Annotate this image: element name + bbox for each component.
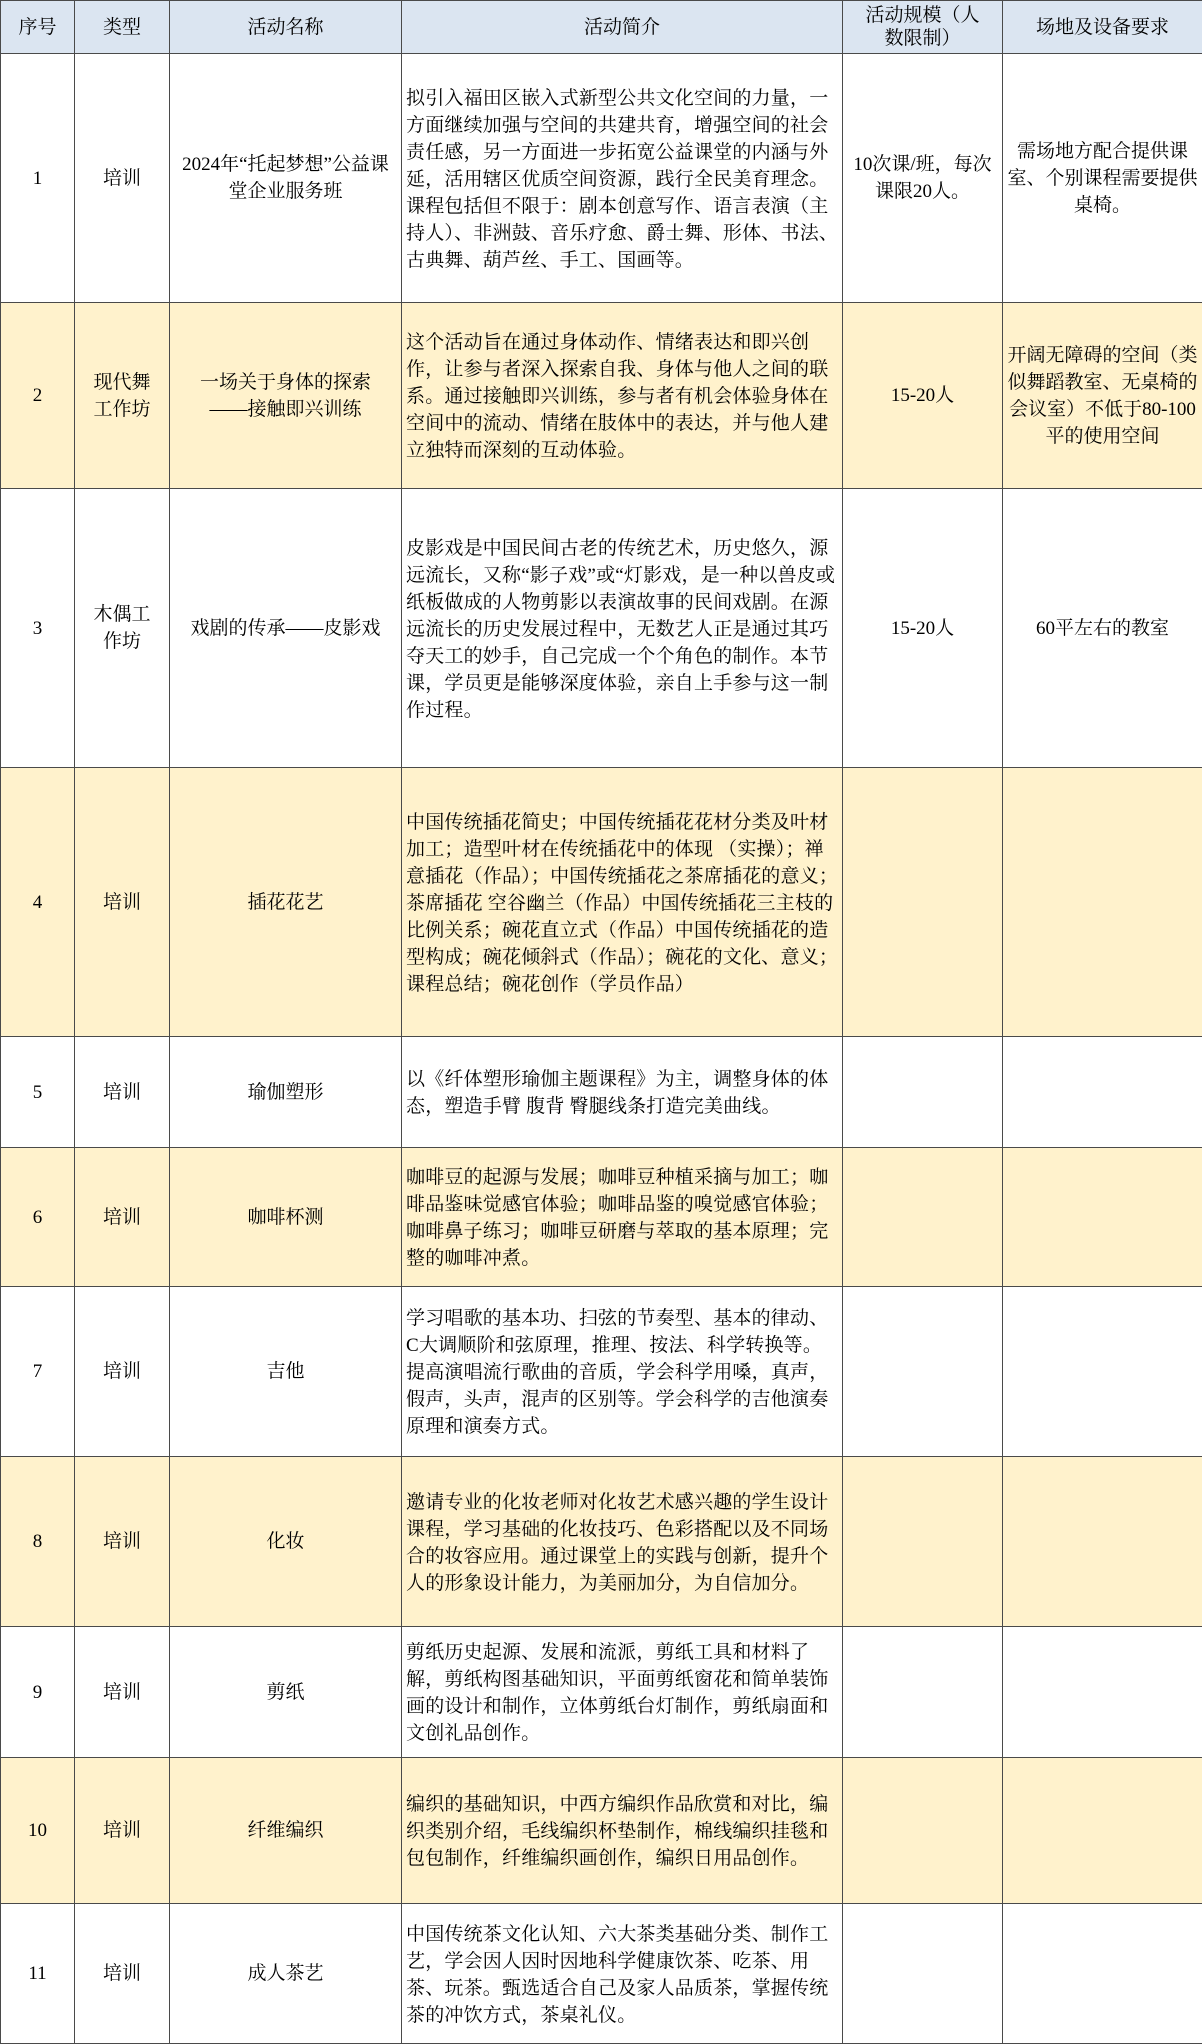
header-type: 类型: [75, 1, 170, 54]
cell-type: 培训: [75, 768, 170, 1037]
cell-type: 培训: [75, 1758, 170, 1904]
cell-venue: [1003, 1758, 1202, 1904]
cell-name: 咖啡杯测: [170, 1148, 402, 1287]
cell-no: 1: [1, 54, 75, 303]
cell-scale: [843, 768, 1003, 1037]
cell-type: 培训: [75, 1457, 170, 1627]
cell-desc: 学习唱歌的基本功、扫弦的节奏型、基本的律动、C大调顺阶和弦原理，推理、按法、科学转换等。提高演唱流行歌曲的音质，学会科学用嗓，真声，假声，头声，混声的区别等。学会科学的吉他演奏原理和演奏方式。: [402, 1287, 843, 1457]
cell-no: 10: [1, 1758, 75, 1904]
cell-no: 2: [1, 303, 75, 489]
table-row: [1, 54, 1202, 303]
cell-scale: [843, 1037, 1003, 1148]
header-desc: 活动简介: [402, 1, 843, 54]
cell-no: 7: [1, 1287, 75, 1457]
cell-no: 8: [1, 1457, 75, 1627]
cell-name: 插花花艺: [170, 768, 402, 1037]
cell-name: 吉他: [170, 1287, 402, 1457]
cell-no: 11: [1, 1904, 75, 2044]
table-row: [1, 1037, 1202, 1148]
cell-desc: 拟引入福田区嵌入式新型公共文化空间的力量，一方面继续加强与空间的共建共育，增强空间的社会责任感，另一方面进一步拓宽公益课堂的内涵与外延，活用辖区优质空间资源，践行全民美育理念。课程包括但不限于：剧本创意写作、语言表演（主持人）、非洲鼓、音乐疗愈、爵士舞、形体、书法、古典舞、葫芦丝、手工、国画等。: [402, 54, 843, 303]
cell-venue: [1003, 1148, 1202, 1287]
cell-type: 培训: [75, 1627, 170, 1758]
cell-desc: 中国传统茶文化认知、六大茶类基础分类、制作工艺，学会因人因时因地科学健康饮茶、吃茶、用茶、玩茶。甄选适合自己及家人品质茶，掌握传统茶的冲饮方式，茶桌礼仪。: [402, 1904, 843, 2044]
table-row: [1, 1148, 1202, 1287]
cell-no: 5: [1, 1037, 75, 1148]
cell-venue: [1003, 1287, 1202, 1457]
header-row: [1, 1, 1202, 54]
cell-venue: [1003, 1627, 1202, 1758]
cell-venue: 需场地方配合提供课室、个别课程需要提供桌椅。: [1003, 54, 1202, 303]
cell-name: 成人茶艺: [170, 1904, 402, 2044]
cell-name: 纤维编织: [170, 1758, 402, 1904]
cell-name: 剪纸: [170, 1627, 402, 1758]
cell-desc: 邀请专业的化妆老师对化妆艺术感兴趣的学生设计课程，学习基础的化妆技巧、色彩搭配以及不同场合的妆容应用。通过课堂上的实践与创新，提升个人的形象设计能力，为美丽加分，为自信加分。: [402, 1457, 843, 1627]
cell-type: 培训: [75, 1148, 170, 1287]
cell-desc: 咖啡豆的起源与发展；咖啡豆种植采摘与加工；咖啡品鉴味觉感官体验；咖啡品鉴的嗅觉感官体验；咖啡鼻子练习；咖啡豆研磨与萃取的基本原理；完整的咖啡冲煮。: [402, 1148, 843, 1287]
header-scale: 活动规模（人数限制）: [843, 1, 1003, 54]
cell-name: 瑜伽塑形: [170, 1037, 402, 1148]
table-row: [1, 489, 1202, 768]
cell-venue: 60平左右的教室: [1003, 489, 1202, 768]
cell-venue: [1003, 768, 1202, 1037]
cell-venue: 开阔无障碍的空间（类似舞蹈教室、无桌椅的会议室）不低于80-100平的使用空间: [1003, 303, 1202, 489]
table-row: [1, 1457, 1202, 1627]
header-name: 活动名称: [170, 1, 402, 54]
cell-desc: 编织的基础知识，中西方编织作品欣赏和对比，编织类别介绍，毛线编织杯垫制作，棉线编织挂毯和包包制作，纤维编织画创作，编织日用品创作。: [402, 1758, 843, 1904]
cell-scale: [843, 1148, 1003, 1287]
cell-scale: [843, 1758, 1003, 1904]
cell-type: 现代舞工作坊: [75, 303, 170, 489]
cell-desc: 剪纸历史起源、发展和流派，剪纸工具和材料了解，剪纸构图基础知识，平面剪纸窗花和简单装饰画的设计和制作，立体剪纸台灯制作，剪纸扇面和文创礼品创作。: [402, 1627, 843, 1758]
table-row: [1, 1287, 1202, 1457]
cell-venue: [1003, 1457, 1202, 1627]
cell-name: 一场关于身体的探索——接触即兴训练: [170, 303, 402, 489]
cell-type: 培训: [75, 1037, 170, 1148]
cell-no: 6: [1, 1148, 75, 1287]
cell-type: 木偶工作坊: [75, 489, 170, 768]
cell-venue: [1003, 1037, 1202, 1148]
cell-scale: 15-20人: [843, 303, 1003, 489]
cell-scale: 15-20人: [843, 489, 1003, 768]
header-no: 序号: [1, 1, 75, 54]
cell-desc: 这个活动旨在通过身体动作、情绪表达和即兴创作，让参与者深入探索自我、身体与他人之间的联系。通过接触即兴训练，参与者有机会体验身体在空间中的流动、情绪在肢体中的表达，并与他人建立独特而深刻的互动体验。: [402, 303, 843, 489]
cell-name: 化妆: [170, 1457, 402, 1627]
table-row: [1, 303, 1202, 489]
table-row: [1, 1758, 1202, 1904]
cell-scale: [843, 1627, 1003, 1758]
cell-no: 4: [1, 768, 75, 1037]
table-row: [1, 768, 1202, 1037]
header-venue: 场地及设备要求: [1003, 1, 1202, 54]
cell-desc: 以《纤体塑形瑜伽主题课程》为主，调整身体的体态，塑造手臂 腹背 臀腿线条打造完美曲线。: [402, 1037, 843, 1148]
cell-venue: [1003, 1904, 1202, 2044]
cell-type: 培训: [75, 1904, 170, 2044]
cell-name: 2024年“托起梦想”公益课堂企业服务班: [170, 54, 402, 303]
cell-type: 培训: [75, 54, 170, 303]
cell-no: 3: [1, 489, 75, 768]
table-row: [1, 1904, 1202, 2044]
cell-name: 戏剧的传承——皮影戏: [170, 489, 402, 768]
cell-no: 9: [1, 1627, 75, 1758]
cell-scale: [843, 1457, 1003, 1627]
cell-scale: 10次课/班，每次课限20人。: [843, 54, 1003, 303]
cell-scale: [843, 1904, 1003, 2044]
table-row: [1, 1627, 1202, 1758]
cell-desc: 皮影戏是中国民间古老的传统艺术，历史悠久，源远流长，又称“影子戏”或“灯影戏，是一种以兽皮或纸板做成的人物剪影以表演故事的民间戏剧。在源远流长的历史发展过程中，无数艺人正是通过其巧夺天工的妙手，自己完成一个个角色的制作。本节课，学员更是能够深度体验，亲自上手参与这一制作过程。: [402, 489, 843, 768]
cell-scale: [843, 1287, 1003, 1457]
cell-type: 培训: [75, 1287, 170, 1457]
cell-desc: 中国传统插花简史；中国传统插花花材分类及叶材加工；造型叶材在传统插花中的体现 （实操）；禅意插花（作品）；中国传统插花之茶席插花的意义；茶席插花 空谷幽兰（作品）中国传统插花三主枝的比例关系；碗花直立式（作品）中国传统插花的造型构成；碗花倾斜式（作品）；碗花的文化、意义；课程总结；碗花创作（学员作品）: [402, 768, 843, 1037]
